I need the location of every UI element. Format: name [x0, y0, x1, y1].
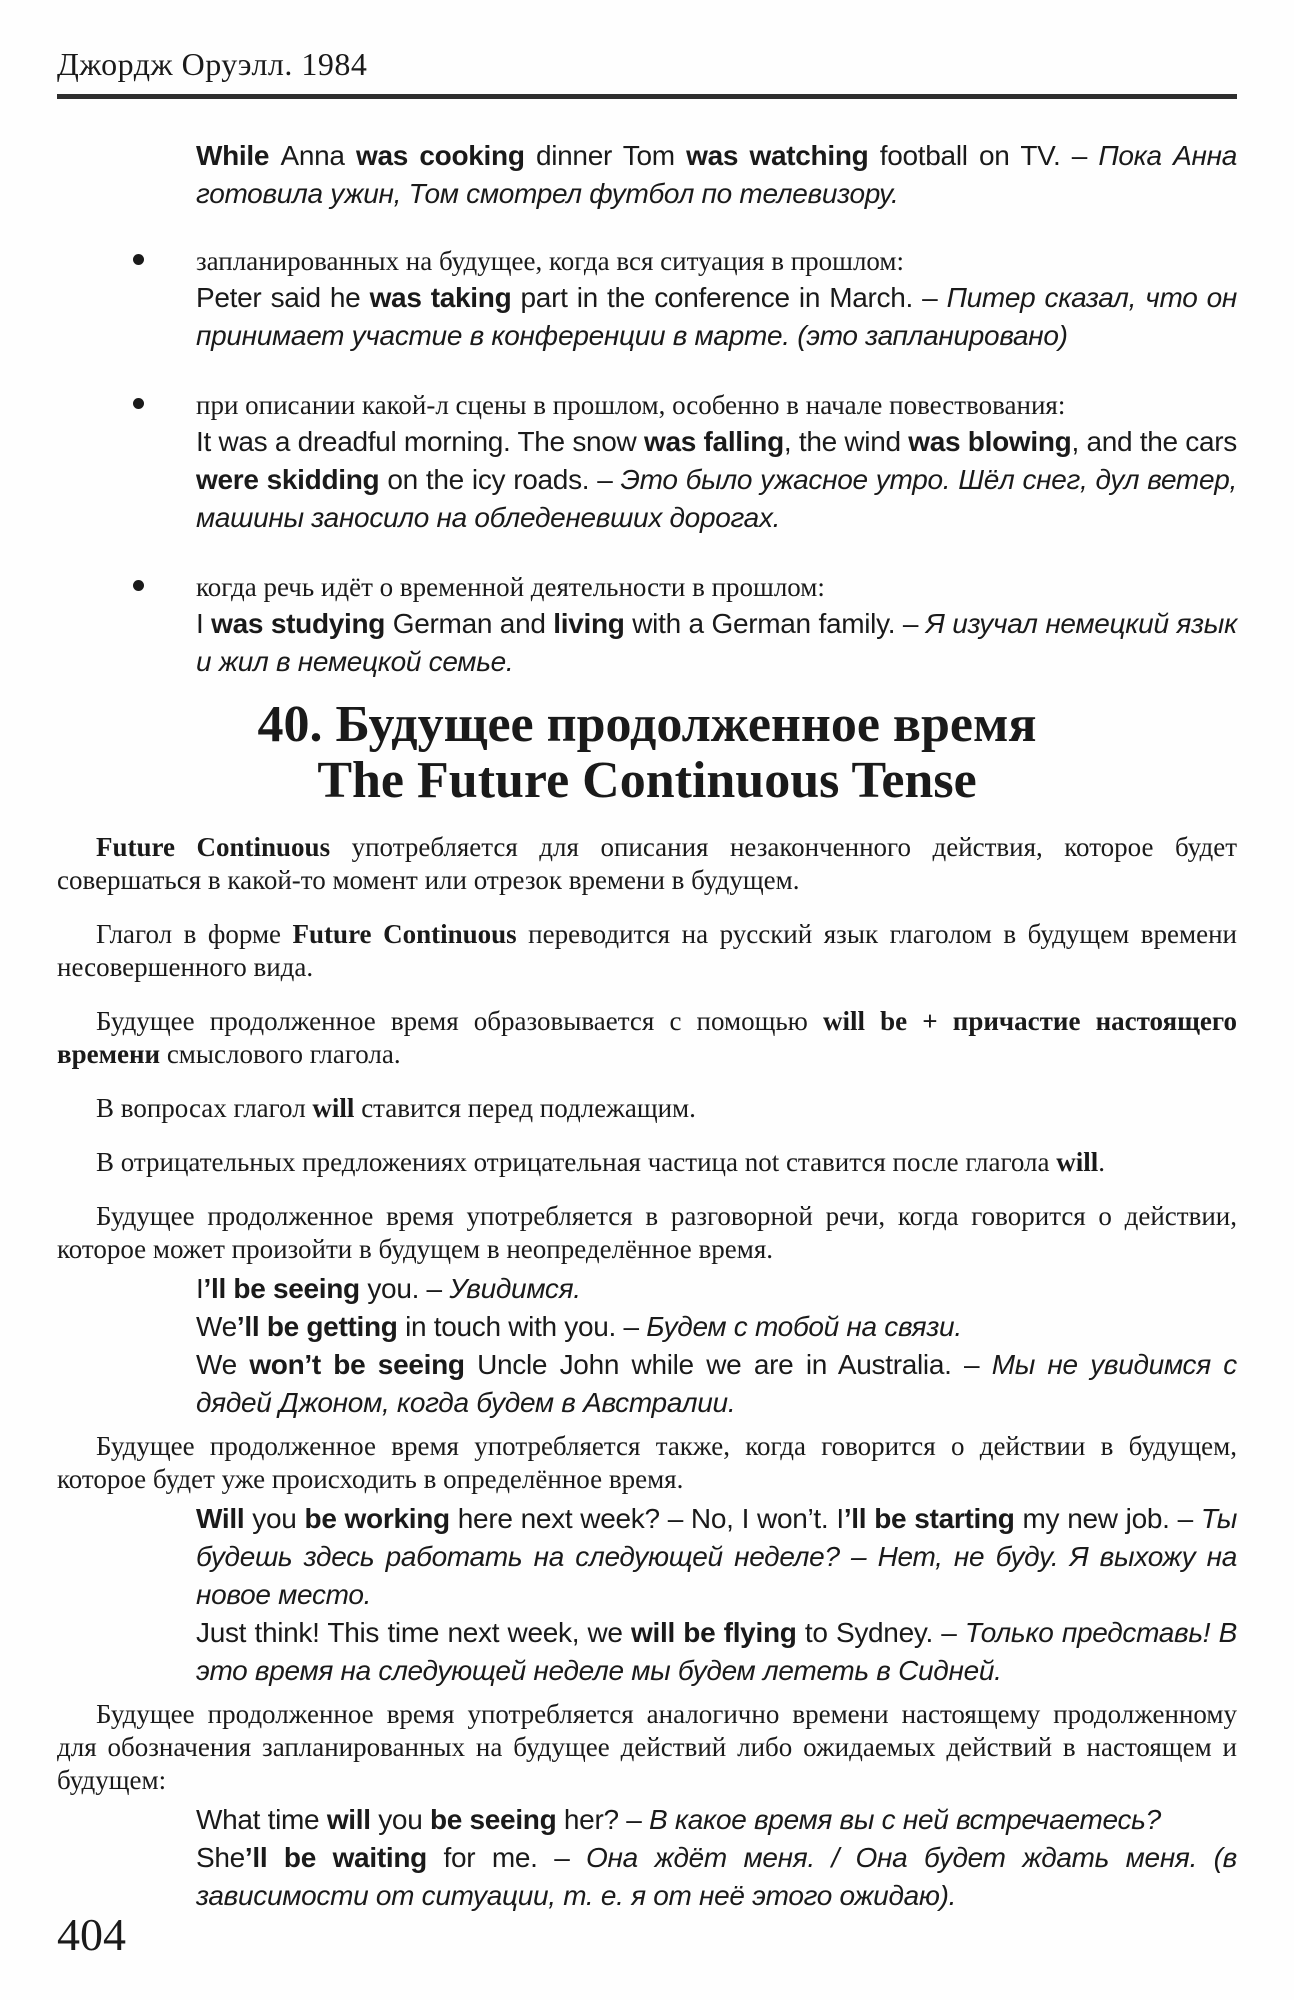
bullet-list	[57, 243, 1237, 681]
paragraph-1: Future Continuous употребляется для описания незаконченного действия, которое будет совершаться в какой-то момент или отрезок времени в будущем.	[57, 832, 1238, 895]
example-line: Will you be working here next week? – No, I won’t. I’ll be starting my new job. – Ты будешь здесь работать на следующей неделе? – Нет, не буду. Я выхожу на новое место.	[196, 1503, 1238, 1610]
example-group-2	[196, 1500, 1237, 1690]
paragraph-5: В отрицательных предложениях отрицательная частица not ставится после глагола will.	[96, 1147, 1106, 1177]
bullet-icon	[133, 398, 144, 409]
bullet-icon	[133, 580, 144, 591]
bullet-item-scene-description	[196, 387, 1237, 537]
intro-example: While Anna was cooking dinner Tom was watching football on TV. – Пока Анна готовила ужин, Том смотрел футбол по телевизору.	[196, 140, 1238, 209]
bullet-item-planned-past	[196, 243, 1237, 355]
page-header	[57, 44, 1237, 84]
paragraph-3: Будущее продолженное время образовывается с помощью will be + причастие настоящего времени смыслового глагола.	[57, 1006, 1237, 1069]
example-group-1	[196, 1270, 1237, 1422]
section-heading-en: The Future Continuous Tense	[317, 752, 977, 809]
example-group-3	[196, 1801, 1237, 1915]
bullet-icon	[133, 254, 144, 265]
bullet-label: запланированных на будущее, когда вся ситуация в прошлом:	[196, 246, 904, 276]
header-rule	[57, 94, 1237, 99]
book-title: Джордж Оруэлл. 1984	[57, 46, 368, 82]
section-heading	[57, 697, 1237, 809]
bullet-example: Peter said he was taking part in the conference in March. – Питер сказал, что он принимает участие в конференции в марте. (это запланировано)	[196, 282, 1237, 351]
bullet-label: при описании какой-л сцены в прошлом, особенно в начале повествования:	[196, 390, 1066, 420]
example-line: She’ll be waiting for me. – Она ждёт меня. / Она будет ждать меня. (в зависимости от ситуации, т. е. я от неё этого ожидаю).	[196, 1842, 1237, 1911]
bullet-example: It was a dreadful morning. The snow was falling, the wind was blowing, and the cars were skidding on the icy roads. – Это было ужасное утро. Шёл снег, дул ветер, машины заносило на обледеневших дорогах.	[196, 426, 1237, 533]
section-heading-ru: 40. Будущее продолженное время	[257, 696, 1037, 753]
bullet-item-temporary-activity	[196, 569, 1237, 681]
example-line: I’ll be seeing you. – Увидимся.	[196, 1273, 581, 1304]
example-line: Just think! This time next week, we will be flying to Sydney. – Только представь! В это время на следующей неделе мы будем лететь в Сидней.	[196, 1617, 1237, 1686]
paragraph-7: Будущее продолженное время употребляется также, когда говорится о действии в будущем, которое будет уже происходить в определённое время.	[57, 1431, 1237, 1494]
example-line: We’ll be getting in touch with you. – Будем с тобой на связи.	[196, 1311, 962, 1342]
example-line: What time will you be seeing her? – В какое время вы с ней встречаетесь?	[196, 1804, 1161, 1835]
bullet-label: когда речь идёт о временной деятельности в прошлом:	[196, 572, 825, 602]
example-line: We won’t be seeing Uncle John while we are in Australia. – Мы не увидимся с дядей Джоном, когда будем в Австралии.	[196, 1349, 1237, 1418]
paragraph-8: Будущее продолженное время употребляется аналогично времени настоящему продолженному для обозначения запланированных на будущее действий либо ожидаемых действий в настоящем и будущем:	[57, 1699, 1237, 1795]
paragraph-2: Глагол в форме Future Continuous переводится на русский язык глаголом в будущем времени несовершенного вида.	[57, 919, 1237, 982]
paragraph-4: В вопросах глагол will ставится перед подлежащим.	[96, 1093, 696, 1123]
bullet-example: I was studying German and living with a German family. – Я изучал немецкий язык и жил в немецкой семье.	[196, 608, 1237, 677]
page-number: 404	[57, 1909, 126, 1960]
paragraph-6: Будущее продолженное время употребляется в разговорной речи, когда говорится о действии, которое может произойти в будущем в неопределённое время.	[57, 1201, 1237, 1264]
